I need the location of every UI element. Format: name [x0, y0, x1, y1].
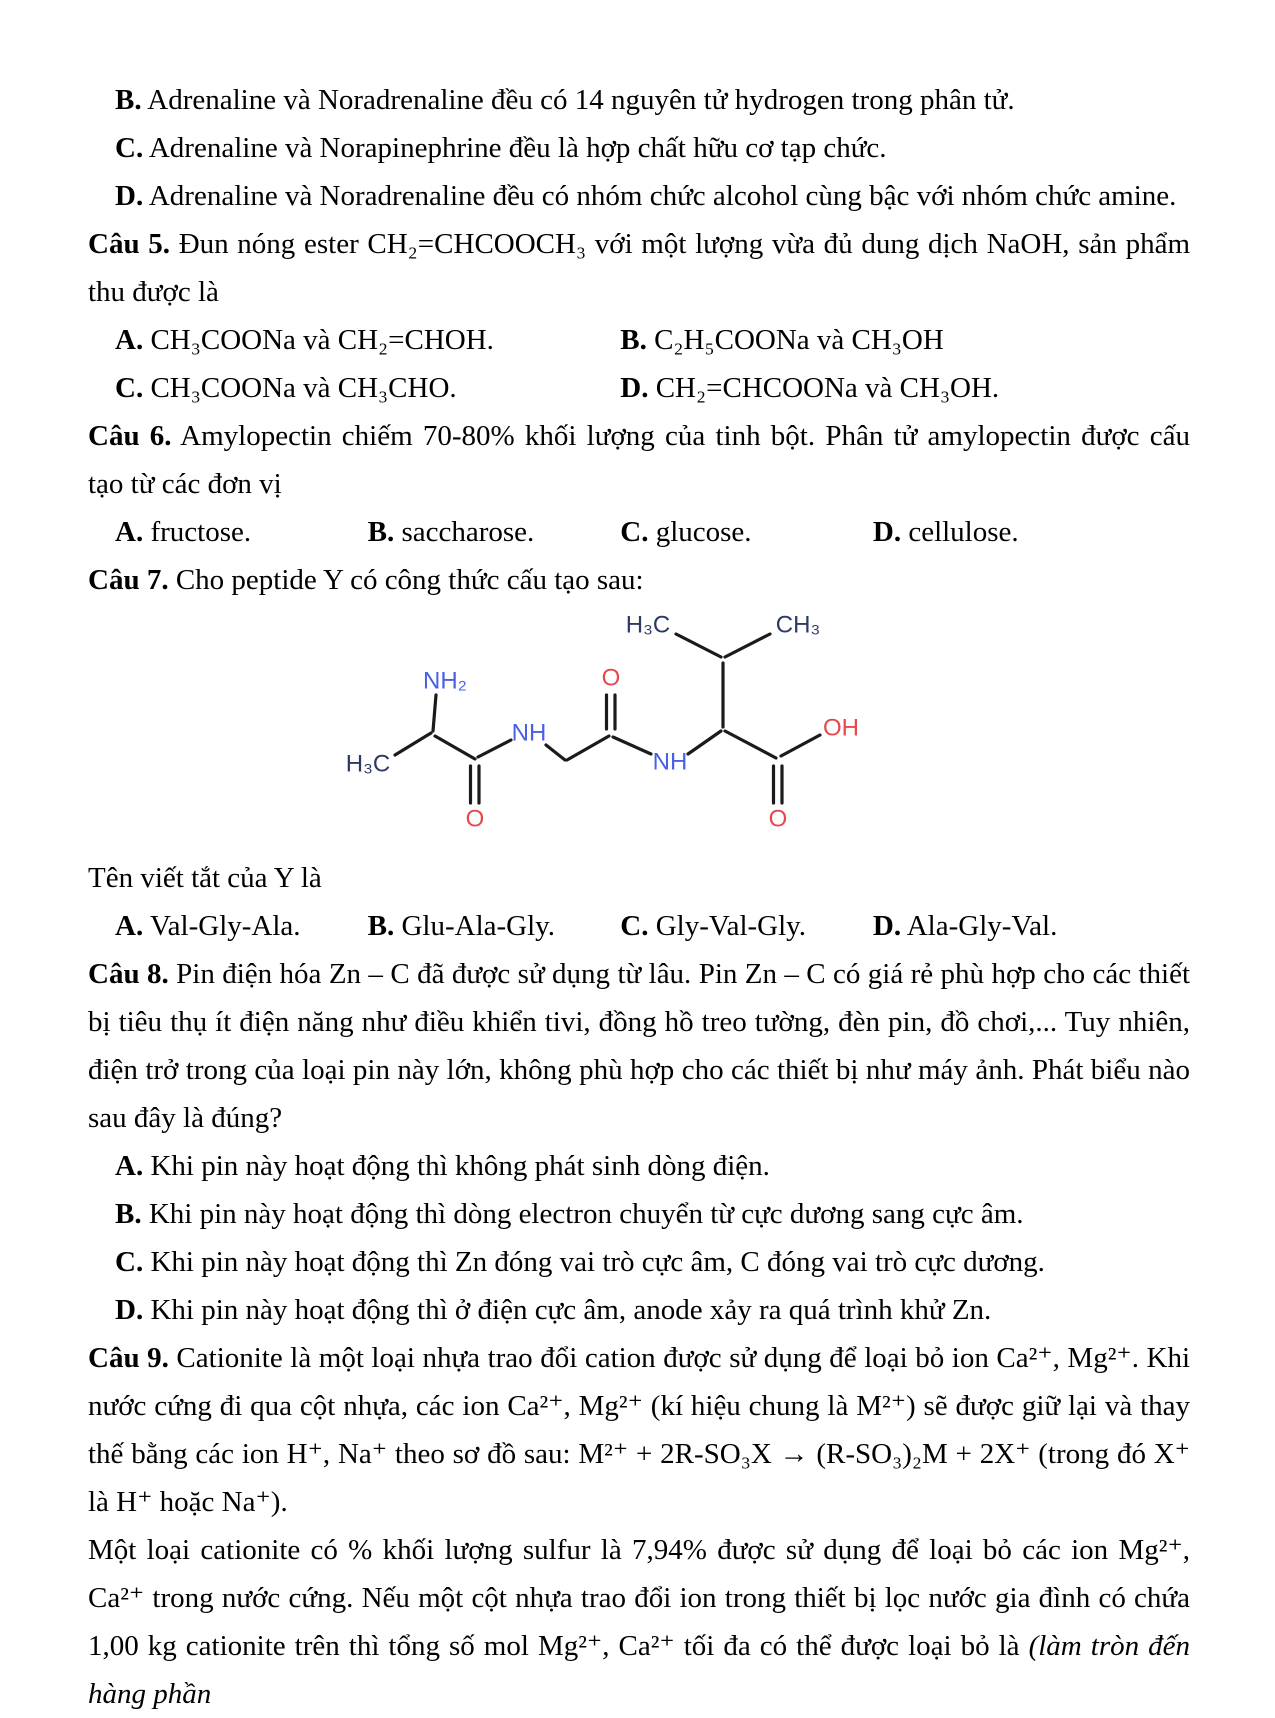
option-text: Glu-Ala-Gly. [401, 910, 556, 942]
bond-alpha-carboxyl [725, 731, 776, 758]
q7-caption [88, 854, 1190, 902]
q8-option-a [115, 1142, 1190, 1190]
h3c-label: H₃C [625, 611, 671, 639]
q7-option-a [115, 902, 368, 950]
q5-stem [88, 220, 1190, 316]
option-text: fructose. [150, 516, 252, 548]
option-letter: D. [872, 516, 902, 548]
option-letter: C. [115, 1246, 144, 1278]
nh-label: NH [511, 719, 547, 747]
option-letter: C. [115, 372, 144, 404]
q8-option-b [115, 1190, 1190, 1238]
bond-carbonyl-nh [478, 740, 511, 757]
q7-option-c [620, 902, 873, 950]
q7-option-b [368, 902, 621, 950]
h3c-label: H₃C [345, 750, 391, 778]
option-text: C₂H₅COONa và CH₃OH [654, 324, 944, 356]
question-text: Amylopectin chiếm 70-80% khối lượng của tinh bột. Phân tử amylopectin được cấu tạo từ các đơn vị [88, 420, 1190, 500]
q5-option-c [115, 364, 620, 412]
option-text: Adrenaline và Norapinephrine đều là hợp chất hữu cơ tạp chức. [148, 132, 887, 164]
oxygen-label: O [601, 664, 621, 692]
q6-option-d [873, 508, 1190, 556]
option-text: Khi pin này hoạt động thì ở điện cực âm, anode xảy ra quá trình khử Zn. [150, 1294, 992, 1326]
option-letter: C. [115, 132, 144, 164]
nh2-label: NH₂ [423, 667, 467, 695]
option-text: Khi pin này hoạt động thì dòng electron chuyển từ cực dương sang cực âm. [148, 1198, 1024, 1230]
option-letter: B. [115, 1198, 142, 1230]
ch3-label: CH₃ [775, 611, 821, 639]
option-letter: D. [115, 1294, 144, 1326]
bond-carbonyl-nh [613, 737, 651, 754]
q5-options-row1 [115, 316, 1190, 364]
bond-carboxyl-oh [781, 735, 820, 756]
q6-options-row [115, 508, 1190, 556]
option-letter: D. [872, 910, 902, 942]
oxygen-label: O [768, 805, 788, 833]
option-text: cellulose. [908, 516, 1019, 548]
question-text: Đun nóng ester CH₂=CHCOOCH₃ với một lượng vừa đủ dung dịch NaOH, sản phẩm thu được là [88, 228, 1190, 308]
q6-option-b [368, 508, 621, 556]
oxygen-label: O [465, 805, 485, 833]
bond-isopropyl-ch3 [725, 634, 770, 657]
bond-ch3-alpha [395, 733, 431, 755]
option-text: Adrenaline và Noradrenaline đều có nhóm chức alcohol cùng bậc với nhóm chức amine. [148, 180, 1177, 212]
question-text: Pin điện hóa Zn – C đã được sử dụng từ lâu. Pin Zn – C có giá rẻ phù hợp cho các thiết bị tiêu thụ ít điện năng như điều khiển tivi, đồng hồ treo tường, đèn pin, đồ chơi,... Tuy nhiên, điện trở trong của loại pin này lớn, không phù hợp cho các thiết bị như máy ảnh. Phát biểu nào sau đây là đúng? [88, 958, 1191, 1134]
bond-nh2-alpha [433, 695, 436, 731]
question-number: Câu 6. [88, 420, 172, 452]
option-letter: A. [115, 910, 144, 942]
bond-nh-ch2 [546, 745, 565, 760]
q4-option-c [115, 124, 1190, 172]
option-text: Khi pin này hoạt động thì không phát sinh dòng điện. [150, 1150, 770, 1182]
bond-nh-alpha [688, 731, 721, 754]
q4-option-d [115, 172, 1190, 220]
option-letter: D. [115, 180, 144, 212]
question-number: Câu 5. [88, 228, 170, 260]
bond-isopropyl-ch3 [676, 634, 721, 657]
q8-option-d [115, 1286, 1190, 1334]
peptide-structure [338, 607, 1190, 844]
option-letter: B. [367, 910, 395, 942]
option-letter: A. [115, 324, 144, 356]
q6-option-a [115, 508, 368, 556]
bond-alpha-carbonyl [435, 736, 475, 759]
q5-option-d [620, 364, 1190, 412]
caption-text: Tên viết tắt của Y là [88, 862, 322, 894]
question-number: Câu 7. [88, 564, 169, 596]
q6-option-c [620, 508, 873, 556]
option-text: Khi pin này hoạt động thì Zn đóng vai trò cực âm, C đóng vai trò cực dương. [150, 1246, 1045, 1278]
q5-option-a [115, 316, 620, 364]
oh-label: OH [823, 714, 859, 742]
question-text: Một loại cationite có % khối lượng sulfur là 7,94% được sử dụng để loại bỏ các ion Mg²⁺, Ca²⁺ trong nước cứng. Nếu một cột nhựa trao đổi ion trong thiết bị lọc nước gia đình có chứa 1,00 kg cationite trên thì tổng số mol Mg²⁺, Ca²⁺ tối đa có thể được loại bỏ là [88, 1534, 1190, 1662]
option-letter: C. [620, 910, 649, 942]
option-text: glucose. [655, 516, 752, 548]
option-text: CH₃COONa và CH₂=CHOH. [150, 324, 494, 356]
question-text-italic: (làm tròn đến hàng phần [88, 1630, 1190, 1710]
q9-stem [88, 1334, 1190, 1526]
peptide-structure-svg [338, 607, 883, 844]
option-text: CH₂=CHCOONa và CH₃OH. [655, 372, 1000, 404]
bond-ch2-carbonyl [567, 736, 609, 760]
option-text: CH₃COONa và CH₃CHO. [150, 372, 457, 404]
option-text: saccharose. [401, 516, 535, 548]
q7-option-d [873, 902, 1190, 950]
question-number: Câu 8. [88, 958, 169, 990]
q8-stem [88, 950, 1190, 1142]
q7-options-row [115, 902, 1190, 950]
question-number: Câu 9. [88, 1342, 169, 1374]
option-text: Val-Gly-Ala. [149, 910, 301, 942]
option-letter: A. [115, 1150, 144, 1182]
option-letter: B. [620, 324, 647, 356]
option-letter: B. [115, 84, 142, 116]
option-text: Gly-Val-Gly. [655, 910, 807, 942]
q8-option-c [115, 1238, 1190, 1286]
option-text: Adrenaline và Noradrenaline đều có 14 nguyên tử hydrogen trong phân tử. [147, 84, 1015, 116]
q4-option-b [115, 76, 1190, 124]
q5-option-b [620, 316, 1190, 364]
q6-stem [88, 412, 1190, 508]
question-text: Cationite là một loại nhựa trao đổi cation được sử dụng để loại bỏ ion Ca²⁺, Mg²⁺. Khi nước cứng đi qua cột nhựa, các ion Ca²⁺, Mg²⁺ (kí hiệu chung là M²⁺) sẽ được giữ lại và thay thế bằng các ion H⁺, Na⁺ theo sơ đồ sau: M²⁺ + 2R-SO₃X → (R-SO₃)₂M + 2X⁺ (trong đó X⁺ là H⁺ hoặc Na⁺). [88, 1342, 1190, 1518]
option-letter: C. [620, 516, 649, 548]
q7-stem [88, 556, 1190, 604]
question-text: Cho peptide Y có công thức cấu tạo sau: [175, 564, 644, 596]
option-text: Ala-Gly-Val. [906, 910, 1058, 942]
nh-label: NH [652, 748, 688, 776]
option-letter: D. [620, 372, 649, 404]
q5-options-row2 [115, 364, 1190, 412]
q9-paragraph-2 [88, 1526, 1190, 1718]
option-letter: A. [115, 516, 144, 548]
option-letter: B. [367, 516, 395, 548]
